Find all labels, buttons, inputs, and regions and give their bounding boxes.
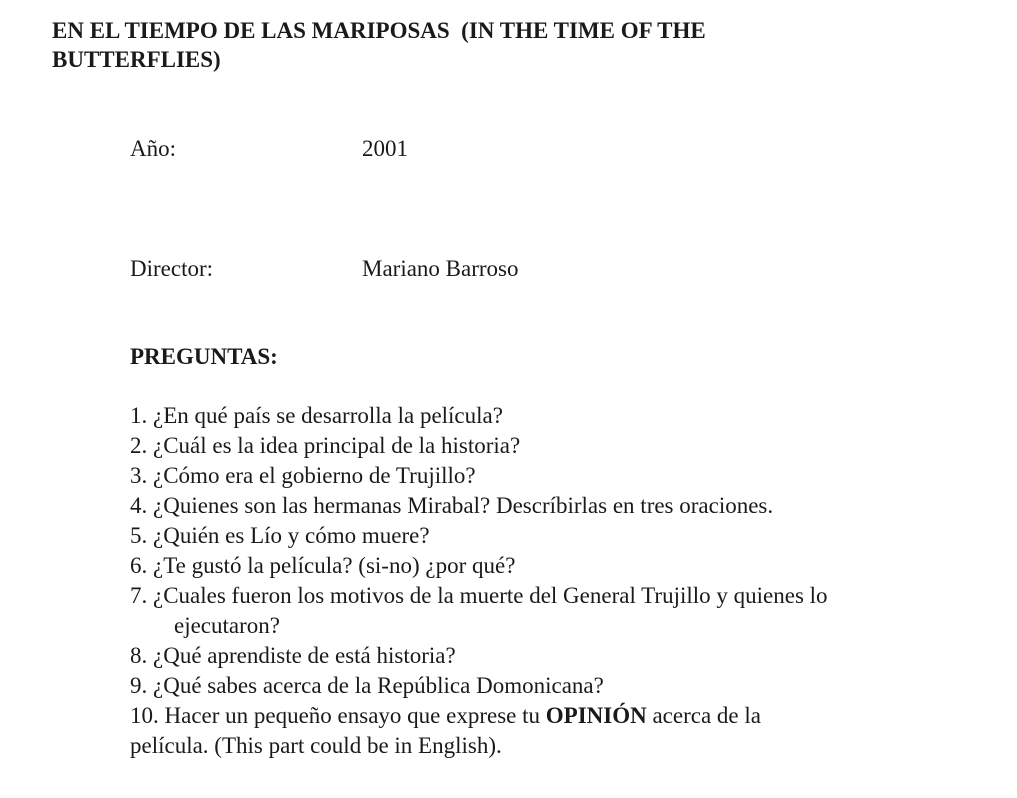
- question-2: 2. ¿Cuál es la idea principal de la historia?: [130, 433, 521, 458]
- question-1: 1. ¿En qué país se desarrolla la película?: [130, 403, 503, 428]
- question-7: 7. ¿Cuales fueron los motivos de la muerte del General Trujillo y quienes lo: [130, 583, 828, 608]
- question-10-text-end: acerca de la: [646, 703, 761, 728]
- question-7-continuation: ejecutaron?: [174, 613, 280, 638]
- question-10: [130, 701, 930, 731]
- question-9: 9. ¿Qué sabes acerca de la República Domonicana?: [130, 673, 604, 698]
- question-5: 5. ¿Quién es Lío y cómo muere?: [130, 523, 430, 548]
- document-title: EN EL TIEMPO DE LAS MARIPOSAS (IN THE TIME OF THE BUTTERFLIES): [52, 18, 712, 72]
- question-6: 6. ¿Te gustó la película? (si-no) ¿por qué?: [130, 553, 516, 578]
- questions-heading: PREGUNTAS:: [130, 344, 278, 369]
- year-value: 2001: [362, 136, 408, 161]
- director-label: Director:: [130, 256, 214, 281]
- question-3: 3. ¿Cómo era el gobierno de Trujillo?: [130, 463, 476, 488]
- question-10-emphasis: OPINIÓN: [545, 703, 647, 728]
- question-4: 4. ¿Quienes son las hermanas Mirabal? Descríbirlas en tres oraciones.: [130, 493, 774, 518]
- question-10-text-start: 10. Hacer un pequeño ensayo que exprese tu: [130, 703, 546, 728]
- year-label: Año:: [130, 136, 176, 161]
- question-8: 8. ¿Qué aprendiste de está historia?: [130, 643, 456, 668]
- director-value: Mariano Barroso: [362, 256, 519, 281]
- questions-list: [130, 401, 930, 761]
- question-10-continuation: película. (This part could be in English).: [130, 733, 502, 758]
